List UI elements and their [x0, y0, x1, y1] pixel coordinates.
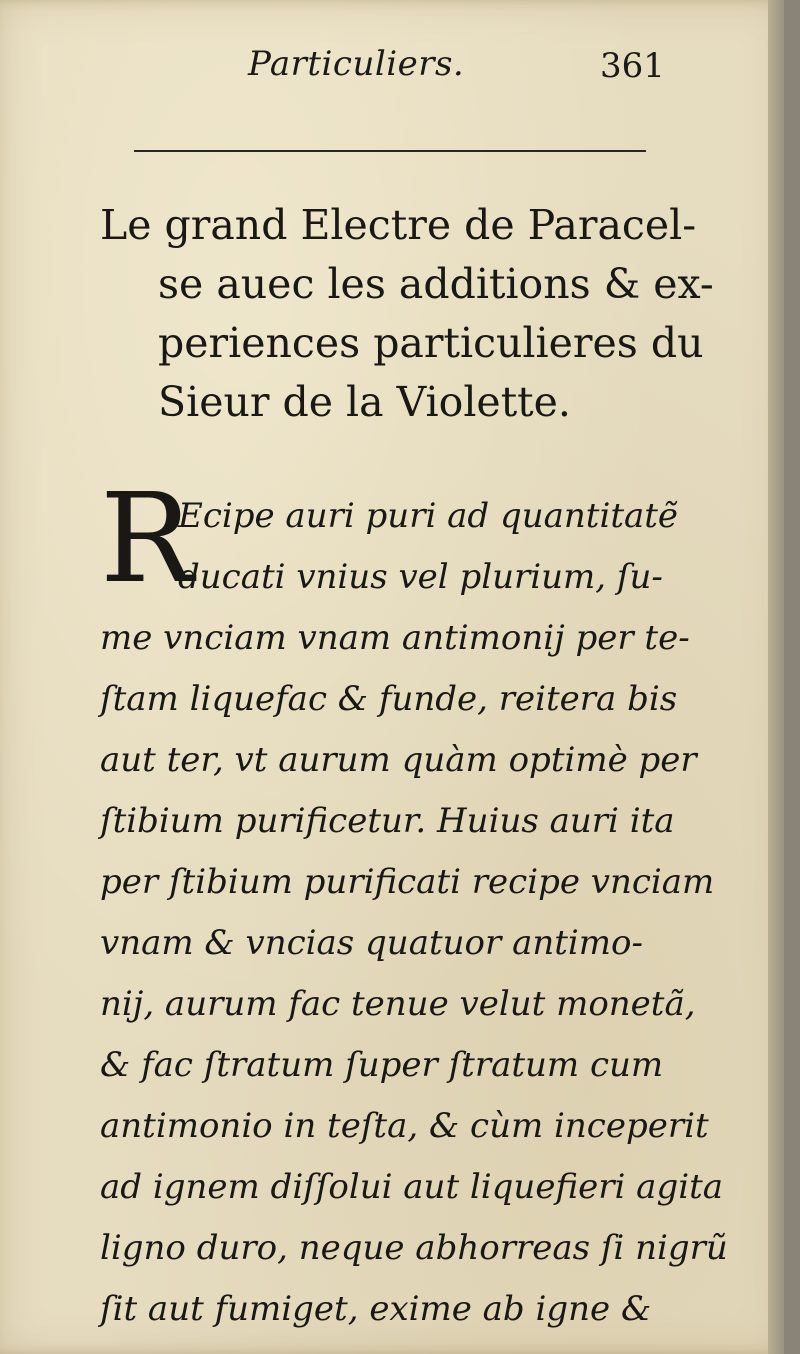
body-line: aut ter, vt aurum quàm optimè per: [100, 740, 697, 780]
body-line: vnam & vncias quatuor antimo-: [100, 923, 643, 963]
running-title: Particuliers.: [248, 44, 465, 84]
body-line: & fac ſtratum ſuper ſtratum cum: [100, 1045, 664, 1085]
body-line: ſit aut fumiget, exime ab igne &: [100, 1289, 652, 1329]
body-line: Ecipe auri puri ad quantitatẽ: [178, 496, 679, 536]
body-line: ſtibium purificetur. Huius auri ita: [100, 801, 675, 841]
heading-line: se auec les additions & ex-: [158, 260, 714, 308]
body-line: ad ignem diſſolui aut liquefieri agita: [100, 1167, 724, 1207]
body-line: ſtam liquefac & funde, reitera bis: [100, 679, 678, 719]
drop-cap: R: [100, 467, 194, 611]
body-line: ducati vnius vel plurium, ſu-: [178, 557, 663, 597]
heading-line: periences particulieres du: [158, 319, 704, 367]
page-edge: [768, 0, 784, 1354]
body-line: per ſtibium purificati recipe vnciam: [100, 862, 715, 902]
body-line: antimonio in teſta, & cùm inceperit: [100, 1106, 709, 1146]
heading-line: Le grand Electre de Paracel-: [100, 201, 697, 249]
heading-line: Sieur de la Violette.: [158, 378, 571, 426]
body-line: nij, aurum fac tenue velut monetã,: [100, 984, 696, 1024]
header-rule: [134, 150, 646, 152]
page-number: 361: [600, 46, 665, 86]
body-line: ligno duro, neque abhorreas ſi nigrũ: [100, 1228, 728, 1268]
section-heading: [100, 196, 720, 432]
body-line: me vnciam vnam antimonij per te-: [100, 618, 690, 658]
body-paragraph: [100, 467, 728, 1340]
